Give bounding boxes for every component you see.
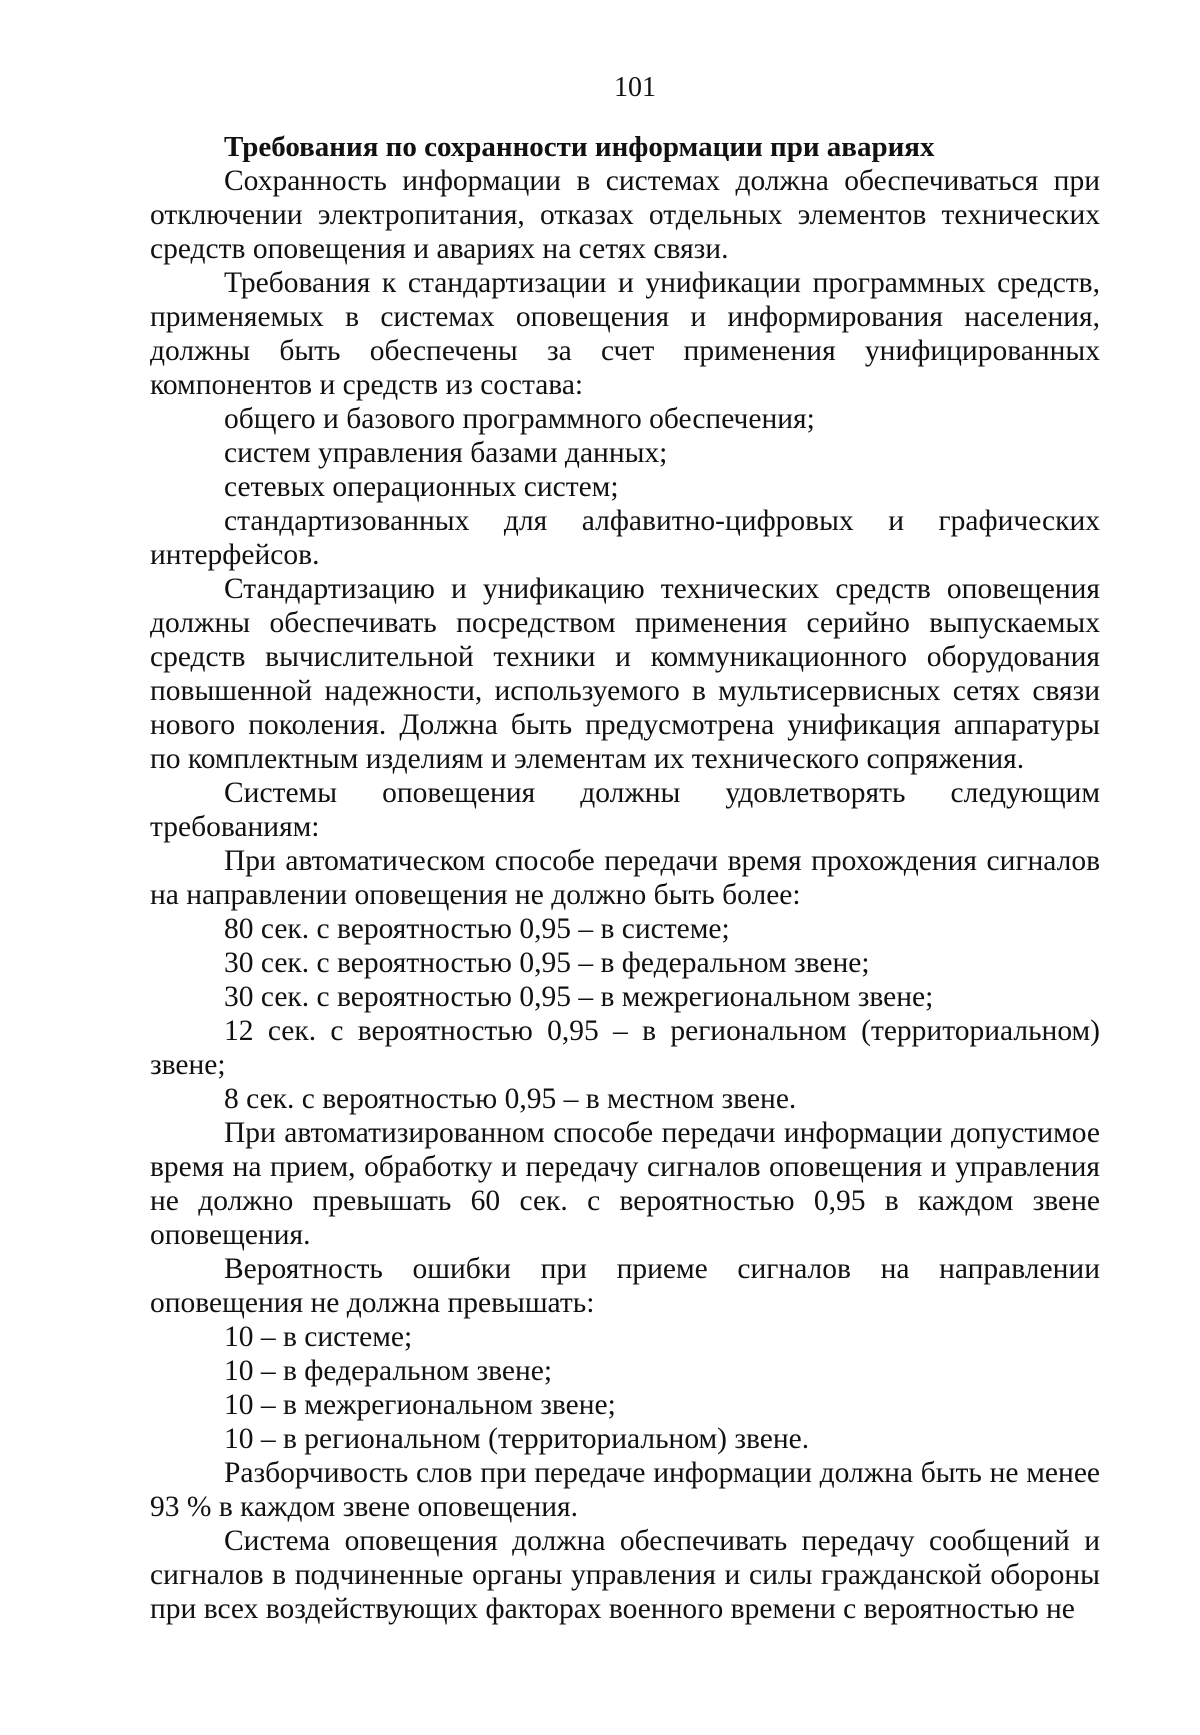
paragraph: стандартизованных для алфавитно-цифровых и графических интерфейсов. <box>150 505 1100 571</box>
list-item: 8 сек. с вероятностью 0,95 – в местном звене. <box>224 1083 797 1115</box>
list-item: сетевых операционных систем; <box>224 471 619 503</box>
paragraph: Стандартизацию и унификацию технических средств оповещения должны обеспечивать посредством применения серийно выпускаемых средств вычислительной техники и коммуникационного оборудования повышенной надежности, используемого в мультисервисных сетях связи нового поколения. Должна быть предусмотрена унификация аппаратуры по комплектным изделиям и элементам их технического сопряжения. <box>150 573 1100 775</box>
list-item: 30 сек. с вероятностью 0,95 – в федеральном звене; <box>224 947 870 979</box>
list-item: общего и базового программного обеспечения; <box>224 403 815 435</box>
paragraph: Система оповещения должна обеспечивать передачу сообщений и сигналов в подчиненные органы управления и силы гражданской обороны при всех воздействующих факторах военного времени с вероятностью не <box>150 1525 1100 1625</box>
section-heading: Требования по сохранности информации при авариях <box>224 131 935 163</box>
document-page <box>150 70 1100 1626</box>
page-number: 101 <box>614 72 656 103</box>
paragraph: 12 сек. с вероятностью 0,95 – в региональном (территориальном) звене; <box>150 1015 1100 1081</box>
paragraph: Системы оповещения должны удовлетворять следующим требованиям: <box>150 777 1100 843</box>
paragraph: При автоматизированном способе передачи информации допустимое время на прием, обработку и передачу сигналов оповещения и управления не должно превышать 60 сек. с вероятностью 0,95 в каждом звене оповещения. <box>150 1117 1100 1251</box>
paragraph: Вероятность ошибки при приеме сигналов на направлении оповещения не должна превышать: <box>150 1253 1100 1319</box>
document-body <box>150 164 1100 1626</box>
list-item: 10 – в межрегиональном звене; <box>224 1389 616 1421</box>
paragraph: Сохранность информации в системах должна обеспечиваться при отключении электропитания, отказах отдельных элементов технических средств оповещения и авариях на сетях связи. <box>150 165 1100 265</box>
list-item: 80 сек. с вероятностью 0,95 – в системе; <box>224 913 730 945</box>
list-item: 10 – в федеральном звене; <box>224 1355 553 1387</box>
list-item: 10 – в системе; <box>224 1321 413 1353</box>
paragraph: Требования к стандартизации и унификации программных средств, применяемых в системах оповещения и информирования населения, должны быть обеспечены за счет применения унифицированных компонентов и средств из состава: <box>150 267 1100 401</box>
paragraph: При автоматическом способе передачи время прохождения сигналов на направлении оповещения не должно быть более: <box>150 845 1100 911</box>
list-item: систем управления базами данных; <box>224 437 668 469</box>
list-item: 10 – в региональном (территориальном) звене. <box>224 1423 810 1455</box>
paragraph: Разборчивость слов при передаче информации должна быть не менее 93 % в каждом звене оповещения. <box>150 1457 1100 1523</box>
list-item: 30 сек. с вероятностью 0,95 – в межрегиональном звене; <box>224 981 934 1013</box>
